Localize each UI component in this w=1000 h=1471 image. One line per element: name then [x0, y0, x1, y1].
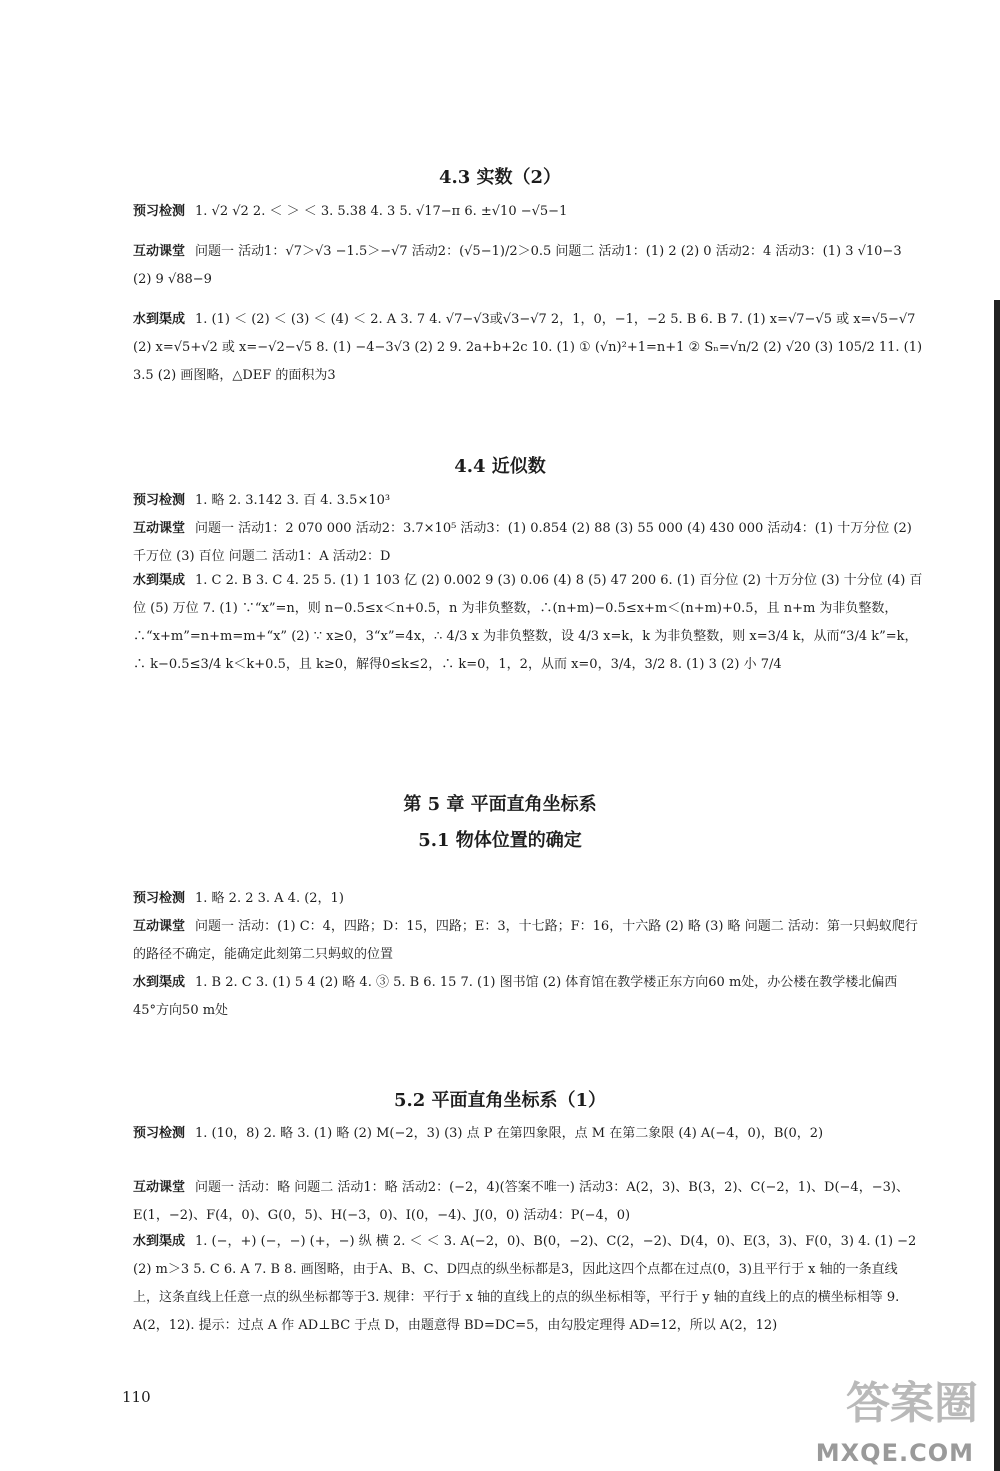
label-preview: 预习检测 [133, 1126, 186, 1141]
section-5-1-title: 5.1 物体位置的确定 [418, 830, 582, 851]
chapter-5-title: 第 5 章 平面直角坐标系 [403, 794, 597, 815]
section-5-2-title: 5.2 平面直角坐标系（1） [393, 1090, 607, 1111]
section-4-3-title: 4.3 实数（2） [438, 167, 562, 188]
label-practice: 水到渠成 [133, 312, 186, 327]
s51-preview-text: 1. 略 2. 2 3. A 4. (2，1) [195, 891, 344, 906]
s52-interactive-text: 问题一 活动：略 问题二 活动1：略 活动2：(−2，4)(答案不唯一) 活动3：A(2，3)、B(3，2)、C(−2，1)、D(−4，−3)、E(1，−2)、F(4，0)、G(0，5)、H(−3，0)、I(0，−4)、J(0，0) 活动4：P(−4，0) [133, 1180, 909, 1223]
s51-preview [133, 885, 923, 913]
watermark-logo: 答案圈 [846, 1378, 978, 1429]
s52-interactive [133, 1174, 923, 1230]
s43-preview-text: 1. √2 √2 2. ＜ ＞ ＜ 3. 5.38 4. 3 5. √17−π 6. ±√10 −√5−1 [195, 204, 568, 219]
section-4-4-title: 4.4 近似数 [454, 456, 546, 477]
s51-practice [133, 969, 923, 1025]
s44-preview-text: 1. 略 2. 3.142 3. 百 4. 3.5×10³ [195, 493, 391, 508]
s44-interactive-text: 问题一 活动1：2 070 000 活动2：3.7×10⁵ 活动3：(1) 0.854 (2) 88 (3) 55 000 (4) 430 000 活动4：(1) 十万分位 (2) 千万位 (3) 百位 问题二 活动1：A 活动2：D [133, 521, 912, 564]
label-interactive: 互动课堂 [133, 244, 186, 259]
s52-preview-text: 1. (10，8) 2. 略 3. (1) 略 (2) M(−2，3) (3) 点 P 在第四象限，点 M 在第二象限 (4) A(−4，0)，B(0，2) [195, 1126, 824, 1141]
label-practice: 水到渠成 [133, 573, 186, 588]
label-interactive: 互动课堂 [133, 919, 186, 934]
label-interactive: 互动课堂 [133, 521, 186, 536]
binding-edge [994, 300, 1000, 1471]
s43-practice [133, 306, 923, 390]
label-practice: 水到渠成 [133, 1234, 186, 1249]
label-preview: 预习检测 [133, 204, 186, 219]
page-number: 110 [122, 1388, 151, 1406]
label-interactive: 互动课堂 [133, 1180, 186, 1195]
s44-interactive [133, 515, 923, 571]
s52-practice [133, 1228, 923, 1340]
label-practice: 水到渠成 [133, 975, 186, 990]
label-preview: 预习检测 [133, 493, 186, 508]
s51-interactive-text: 问题一 活动：(1) C：4，四路；D：15，四路；E：3，十七路；F：16，十六路 (2) 略 (3) 略 问题二 活动：第一只蚂蚁爬行的路径不确定，能确定此刻第二只蚂蚁的位置 [133, 919, 918, 962]
s51-practice-text: 1. B 2. C 3. (1) 5 4 (2) 略 4. ③ 5. B 6. 15 7. (1) 图书馆 (2) 体育馆在教学楼正东方向60 m处，办公楼在教学楼北偏西 45°方向50 m处 [133, 975, 898, 1018]
label-preview: 预习检测 [133, 891, 186, 906]
s52-practice-text: 1. (−，+) (−，−) (+，−) 纵 横 2. ＜ ＜ 3. A(−2，0)、B(0，−2)、C(2，−2)、D(4，0)、E(3，3)、F(0，3) 4. (1) −2 (2) m＞3 5. C 6. A 7. B 8. 画图略，由于A、B、C、D四点的纵坐标都是3，因此这四个点都在过点(0，3)且平行于 x 轴的一条直线上，这条直线上任意一点的纵坐标都等于3. 规律：平行于 x 轴的直线上的点的纵坐标相等，平行于 y 轴的直线上的点的横坐标相等 9. A(2，12). 提示：过点 A 作 AD⊥BC 于点 D，由题意得 BD=DC=5，由勾股定理得 AD=12，所以 A(2，12) [133, 1234, 917, 1333]
s52-preview [133, 1120, 923, 1148]
s44-practice [133, 567, 923, 679]
s43-practice-text: 1. (1) ＜ (2) ＜ (3) ＜ (4) ＜ 2. A 3. 7 4. √7−√3或√3−√7 2，1，0，−1，−2 5. B 6. B 7. (1) x=√7−√5 或 x=√5−√7 (2) x=√5+√2 或 x=−√2−√5 8. (1) −4−3√3 (2) 2 9. 2a+b+2c 10. (1) ① (√n)²+1=n+1 ② Sₙ=√n/2 (2) √20 (3) 105/2 11. (1) 3.5 (2) 画图略，△DEF 的面积为3 [133, 312, 923, 383]
s51-interactive [133, 913, 923, 969]
s44-practice-text: 1. C 2. B 3. C 4. 25 5. (1) 1 103 亿 (2) 0.002 9 (3) 0.06 (4) 8 (5) 47 200 6. (1) 百分位 (2) 十万分位 (3) 十分位 (4) 百位 (5) 万位 7. (1) ∵“x”=n，则 n−0.5≤x＜n+0.5，n 为非负整数，∴(n+m)−0.5≤x+m＜(n+m)+0.5，且 n+m 为非负整数，∴“x+m”=n+m=m+“x” (2) ∵ x≥0，3“x”=4x，∴ 4/3 x 为非负整数，设 4/3 x=k，k 为非负整数，则 x=3/4 k，从而“3/4 k”=k，∴ k−0.5≤3/4 k＜k+0.5，且 k≥0，解得0≤k≤2，∴ k=0，1，2，从而 x=0，3/4，3/2 8. (1) 3 (2) 小 7/4 [133, 573, 923, 672]
watermark-text: MXQE.COM [815, 1439, 974, 1467]
s43-interactive [133, 238, 923, 294]
s43-interactive-text: 问题一 活动1：√7＞√3 −1.5＞−√7 活动2：(√5−1)/2＞0.5 问题二 活动1：(1) 2 (2) 0 活动2：4 活动3：(1) 3 √10−3 (2) 9 √88−9 [133, 244, 902, 287]
s43-preview [133, 198, 923, 226]
s44-preview [133, 487, 923, 515]
